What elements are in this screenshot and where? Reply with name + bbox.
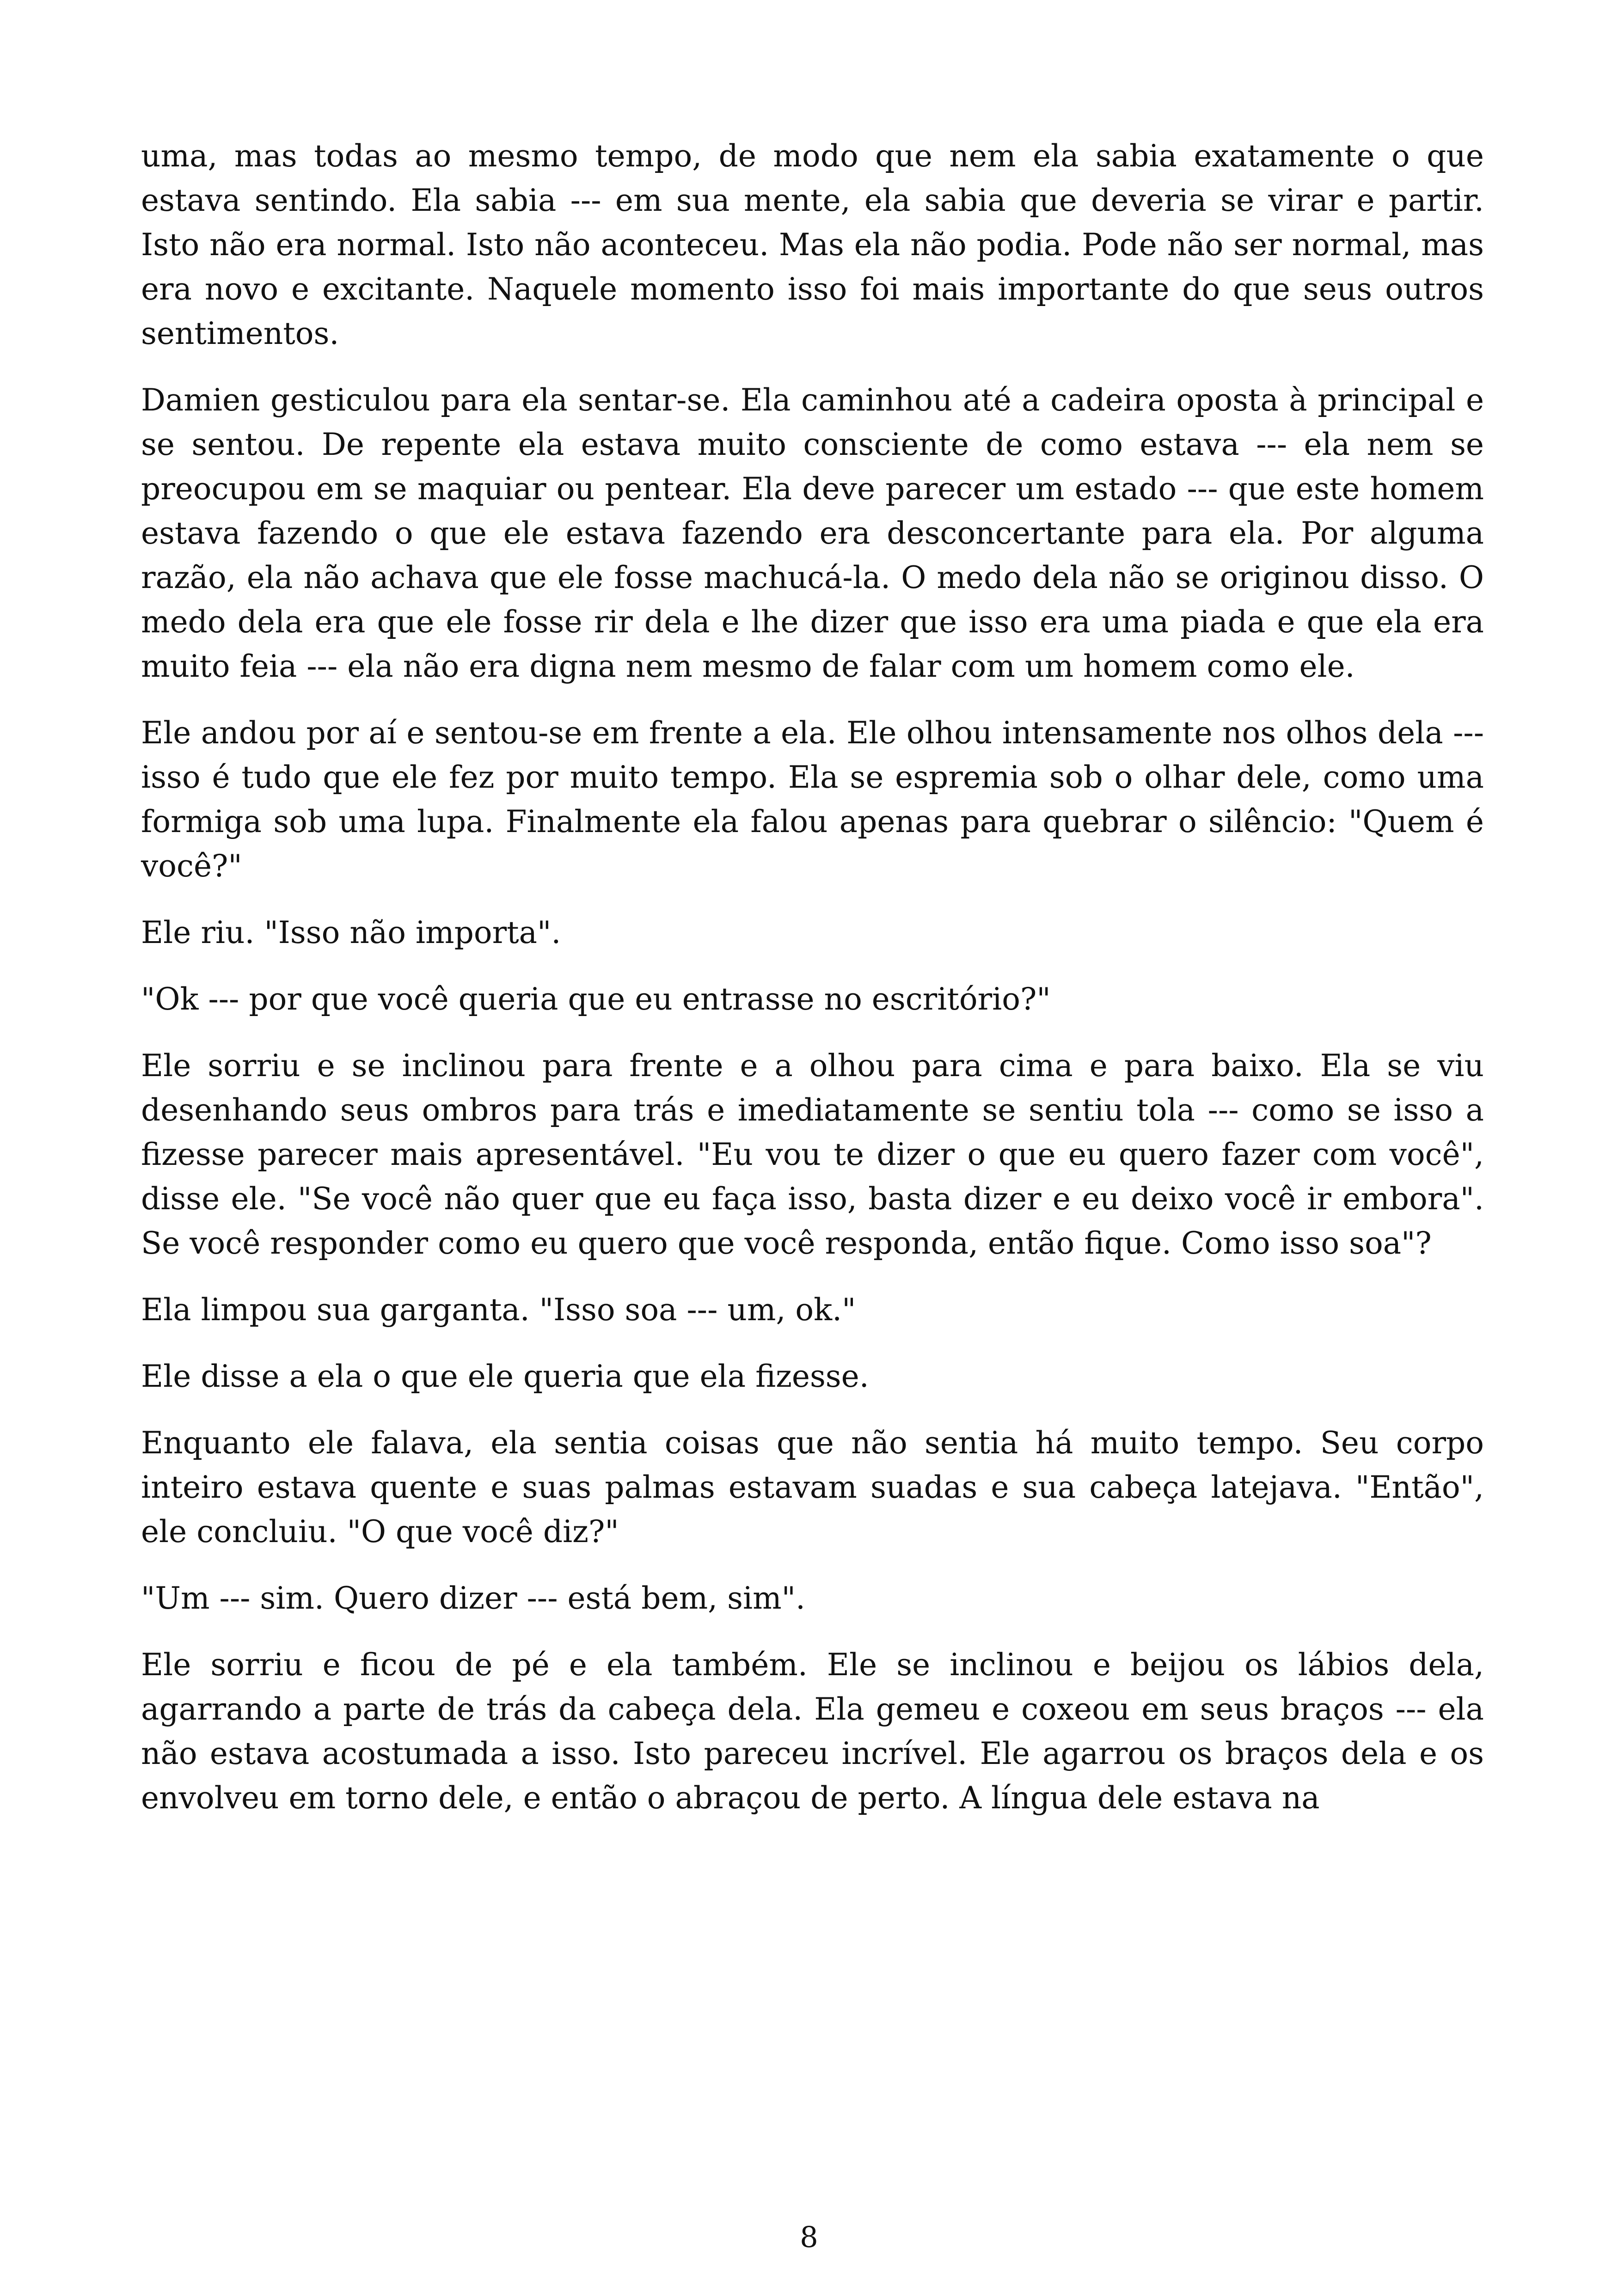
paragraph-3: Ele andou por aí e sentou-se em frente a ela. Ele olhou intensamente nos olhos dela --- isso é tudo que ele fez por muito tempo. Ela se espremia sob o olhar dele, como uma formiga sob uma lupa. Finalmente ela falou apenas para quebrar o silêncio: "Quem é você?" bbox=[141, 715, 1484, 884]
paragraph-7: Ela limpou sua garganta. "Isso soa --- um, ok." bbox=[141, 1292, 856, 1328]
paragraph-1: uma, mas todas ao mesmo tempo, de modo que nem ela sabia exatamente o que estava sentindo. Ela sabia --- em sua mente, ela sabia que deveria se virar e partir. Isto não era normal. Isto não aconteceu. Mas ela não podia. Pode não ser normal, mas era novo e excitante. Naquele momento isso foi mais importante do que seus outros sentimentos. bbox=[141, 138, 1484, 351]
paragraph-10: "Um --- sim. Quero dizer --- está bem, sim". bbox=[141, 1580, 806, 1616]
paragraph-9: Enquanto ele falava, ela sentia coisas que não sentia há muito tempo. Seu corpo inteiro estava quente e suas palmas estavam suadas e sua cabeça latejava. "Então", ele concluiu. "O que você diz?" bbox=[141, 1425, 1484, 1549]
paragraph-4: Ele riu. "Isso não importa". bbox=[141, 915, 561, 950]
paragraph-2: Damien gesticulou para ela sentar-se. Ela caminhou até a cadeira oposta à principal e se sentou. De repente ela estava muito consciente de como estava --- ela nem se preocupou em se maquiar ou pentear. Ela deve parecer um estado --- que este homem estava fazendo o que ele estava fazendo era desconcertante para ela. Por alguma razão, ela não achava que ele fosse machucá-la. O medo dela não se originou disso. O medo dela era que ele fosse rir dela e lhe dizer que isso era uma piada e que ela era muito feia --- ela não era digna nem mesmo de falar com um homem como ele. bbox=[141, 382, 1484, 684]
paragraph-6: Ele sorriu e se inclinou para frente e a olhou para cima e para baixo. Ela se viu desenhando seus ombros para trás e imediatamente se sentiu tola --- como se isso a fizesse parecer mais apresentável. "Eu vou te dizer o que eu quero fazer com você", disse ele. "Se você não quer que eu faça isso, basta dizer e eu deixo você ir embora". Se você responder como eu quero que você responda, então fique. Como isso soa"? bbox=[141, 1048, 1484, 1261]
body-text bbox=[141, 134, 1484, 1843]
page-number: 8 bbox=[800, 2220, 818, 2254]
paragraph-11: Ele sorriu e ficou de pé e ela também. Ele se inclinou e beijou os lábios dela, agarrando a parte de trás da cabeça dela. Ela gemeu e coxeou em seus braços --- ela não estava acostumada a isso. Isto pareceu incrível. Ele agarrou os braços dela e os envolveu em torno dele, e então o abraçou de perto. A língua dele estava na bbox=[141, 1647, 1484, 1816]
paragraph-8: Ele disse a ela o que ele queria que ela fizesse. bbox=[141, 1359, 869, 1394]
paragraph-5: "Ok --- por que você queria que eu entrasse no escritório?" bbox=[141, 981, 1051, 1017]
